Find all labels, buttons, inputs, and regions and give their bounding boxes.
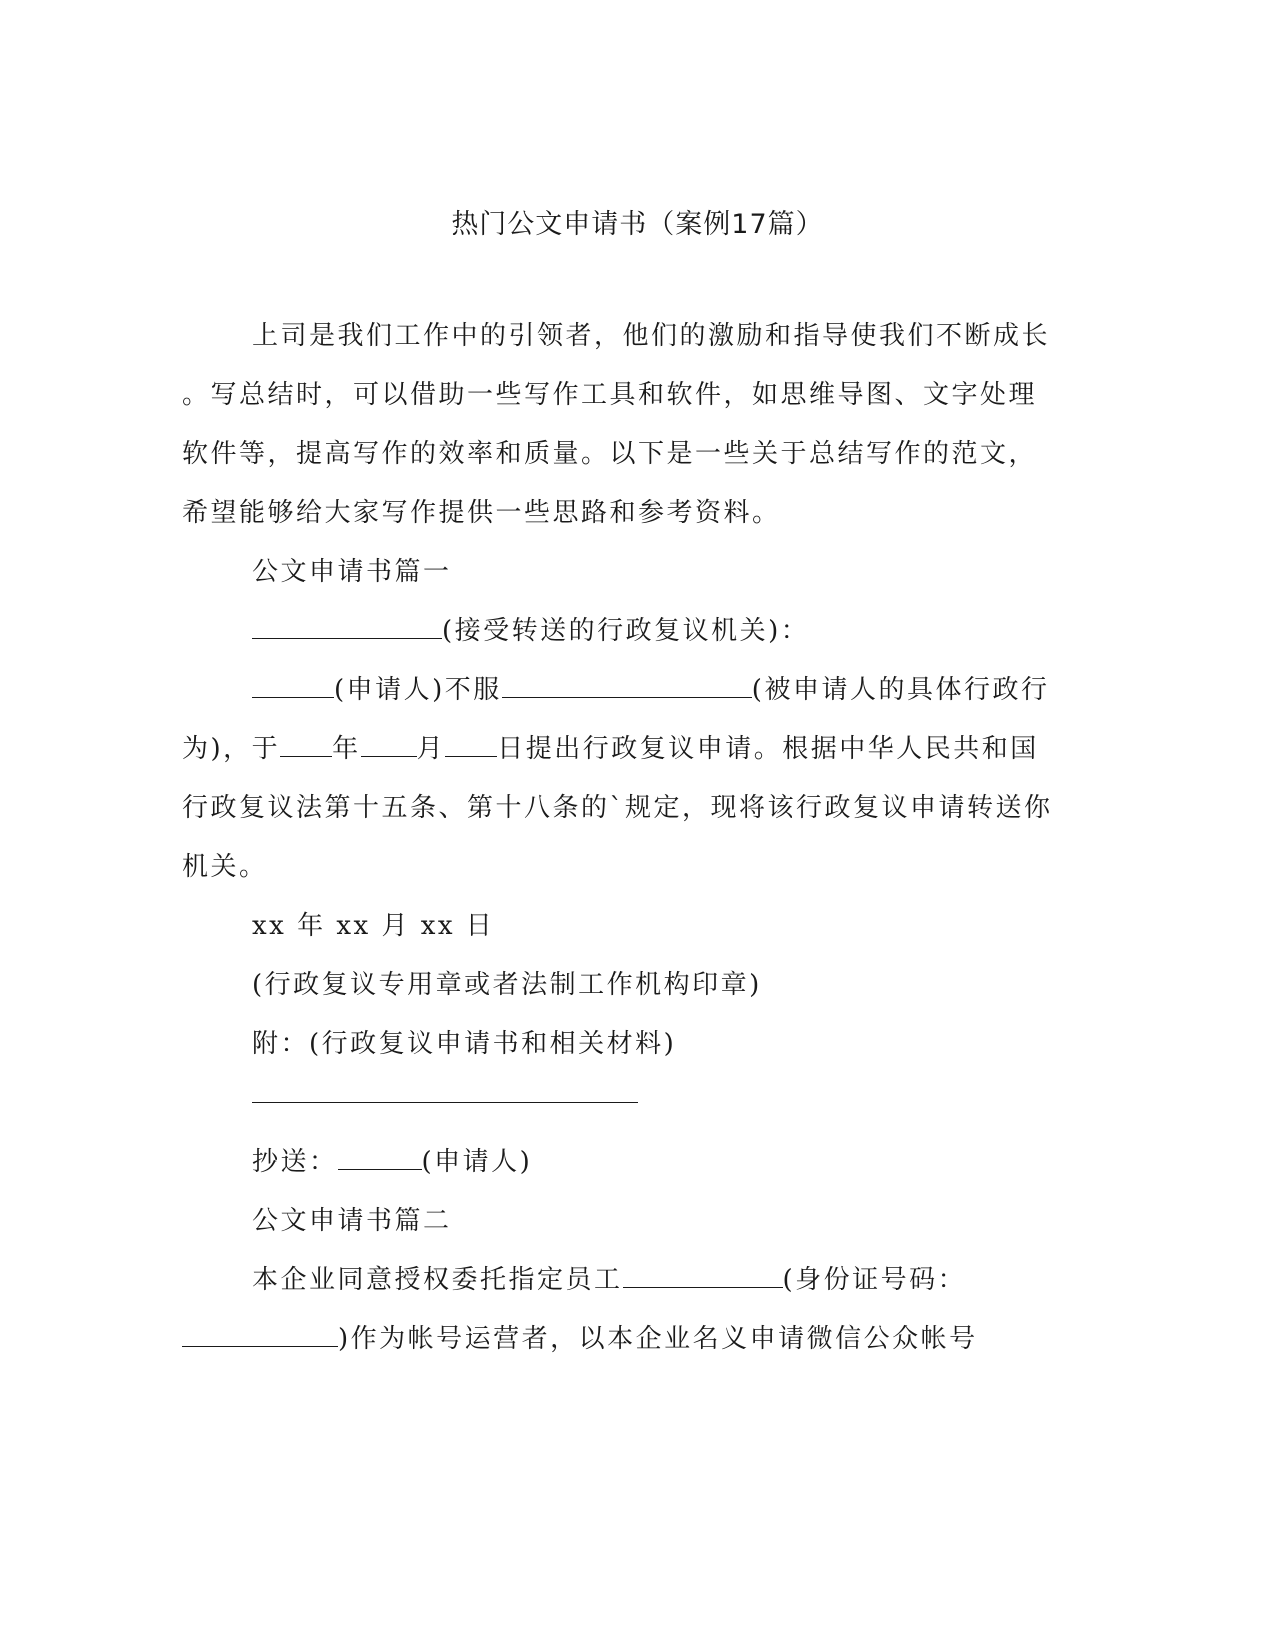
authorization-line bbox=[252, 1260, 966, 1300]
date-submit-prefix: 为)，于 bbox=[182, 734, 281, 764]
section-1-heading: 公文申请书篇一 bbox=[252, 557, 452, 587]
id-number-label: (身份证号码： bbox=[782, 1265, 967, 1295]
cc-applicant: (申请人) bbox=[421, 1147, 533, 1177]
attachment-note: 附：(行政复议申请书和相关材料) bbox=[252, 1029, 677, 1059]
date-submit-suffix: 日提出行政复议申请。根据中华人民共和国 bbox=[497, 734, 1039, 764]
year-label: 年 bbox=[332, 734, 361, 764]
applicant-line bbox=[252, 670, 1049, 710]
authorization-prefix: 本企业同意授权委托指定员工 bbox=[252, 1265, 623, 1295]
separator-rule bbox=[252, 1102, 638, 1103]
seal-note: (行政复议专用章或者法制工作机构印章) bbox=[252, 970, 762, 1000]
recipient-line bbox=[252, 611, 809, 651]
year-blank bbox=[280, 730, 332, 757]
month-blank bbox=[361, 730, 417, 757]
section-2-heading: 公文申请书篇二 bbox=[252, 1206, 452, 1236]
recipient-blank bbox=[252, 612, 442, 639]
intro-line-2: 。写总结时，可以借助一些写作工具和软件，如思维导图、文字处理 bbox=[182, 380, 1038, 410]
recipient-label: (接受转送的行政复议机关)： bbox=[442, 616, 810, 646]
id-number-blank bbox=[182, 1320, 338, 1347]
operator-text: )作为帐号运营者，以本企业名义申请微信公众帐号 bbox=[338, 1324, 978, 1354]
applicant-label: (申请人)不服 bbox=[334, 675, 502, 705]
respondent-label: (被申请人的具体行政行 bbox=[751, 675, 1050, 705]
intro-line-4: 希望能够给大家写作提供一些思路和参考资料。 bbox=[182, 498, 781, 528]
cc-blank bbox=[338, 1143, 422, 1170]
organ-line: 机关。 bbox=[182, 852, 268, 882]
intro-line-1: 上司是我们工作中的引领者，他们的激励和指导使我们不断成长 bbox=[252, 321, 1051, 351]
day-blank bbox=[445, 730, 497, 757]
applicant-blank bbox=[252, 671, 334, 698]
cc-label: 抄送： bbox=[252, 1147, 338, 1177]
intro-line-3: 软件等，提高写作的效率和质量。以下是一些关于总结写作的范文， bbox=[182, 439, 1038, 469]
date-submit-line bbox=[182, 729, 1039, 769]
operator-line bbox=[182, 1319, 978, 1359]
respondent-blank bbox=[502, 671, 752, 698]
page-title: 热门公文申请书（案例17篇） bbox=[451, 209, 824, 240]
law-line: 行政复议法第十五条、第十八条的`规定，现将该行政复议申请转送你 bbox=[182, 793, 1053, 823]
cc-line bbox=[252, 1142, 532, 1182]
employee-blank bbox=[623, 1261, 783, 1288]
signature-date: xx 年 xx 月 xx 日 bbox=[252, 911, 495, 941]
month-label: 月 bbox=[416, 734, 446, 764]
